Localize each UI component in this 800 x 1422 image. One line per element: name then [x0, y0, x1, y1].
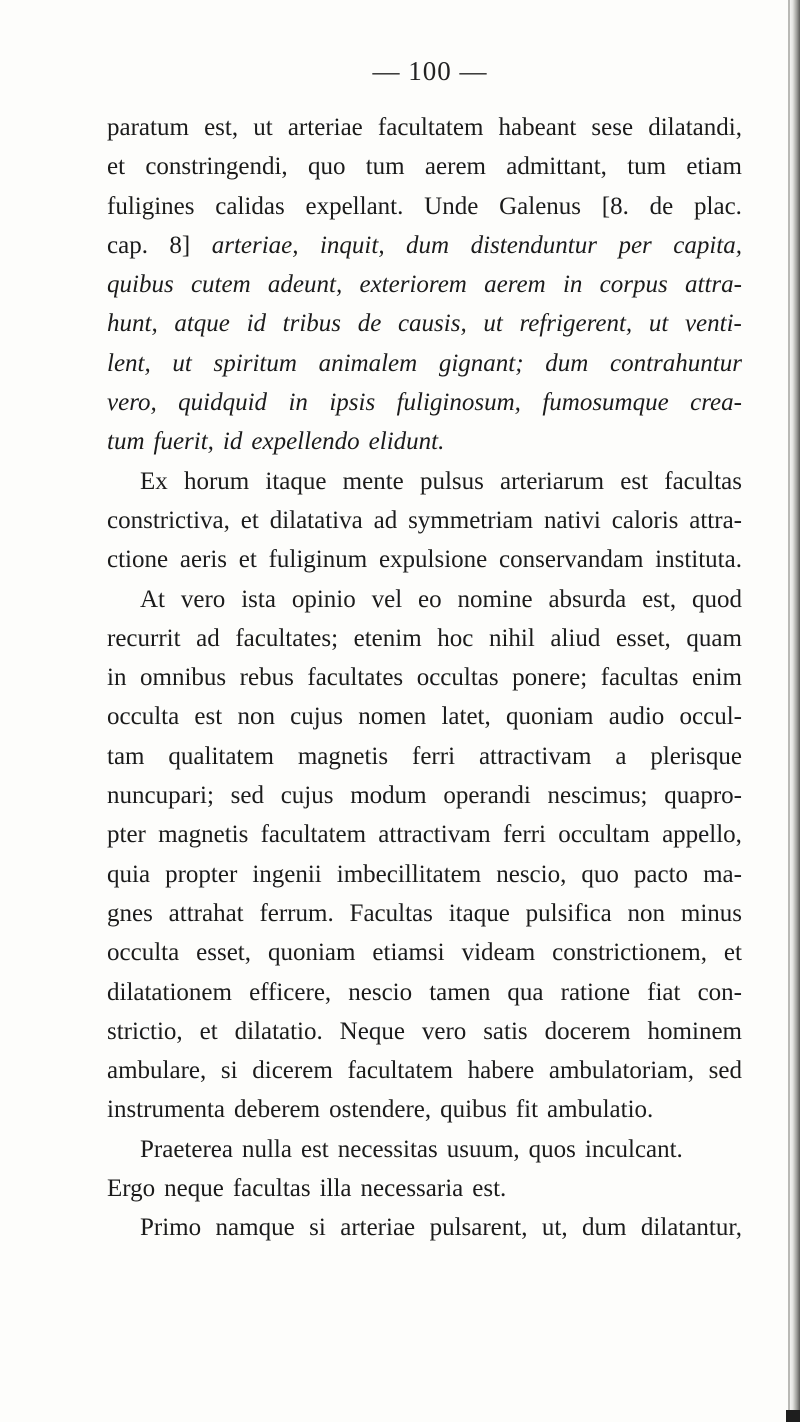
word: exteriorem	[359, 271, 467, 299]
word: dilatatio.	[234, 1017, 323, 1045]
word: nuncupari;	[107, 782, 214, 810]
word: venti-	[684, 310, 742, 338]
word: cap.	[107, 231, 148, 259]
word: pulsifica	[525, 899, 612, 927]
word: ut	[172, 349, 192, 377]
word: ut	[253, 114, 273, 141]
word: quod	[692, 585, 742, 613]
word: hoc	[437, 624, 474, 652]
word: fuliginum	[268, 546, 368, 574]
word: recurrit	[107, 624, 181, 652]
word: neque	[164, 1175, 224, 1203]
word: quo	[307, 153, 346, 181]
word: mente	[342, 467, 404, 495]
word: occul-	[679, 703, 742, 731]
word: ambulare,	[107, 1057, 207, 1085]
word: est,	[642, 585, 677, 613]
word: dilatativa	[269, 506, 363, 534]
word: spiritum	[213, 349, 297, 377]
word: qua	[507, 978, 544, 1006]
text-line	[107, 658, 742, 697]
word: quibus	[107, 271, 174, 299]
word: tum	[365, 153, 405, 181]
word: minus	[680, 899, 742, 927]
word: dum	[406, 231, 450, 259]
word: ambulatoriam,	[548, 1057, 694, 1085]
word: docerem	[544, 1017, 631, 1045]
word: eo	[418, 585, 442, 613]
word: tribus	[282, 310, 342, 338]
word: ponere;	[512, 664, 588, 692]
word: horum	[183, 467, 250, 495]
text-line	[107, 462, 742, 501]
word: latet,	[441, 703, 491, 731]
word: tam	[107, 742, 145, 770]
word: facultates	[307, 664, 404, 692]
word: occulta	[107, 939, 180, 967]
word: opinio	[291, 585, 356, 613]
word: quoniam	[505, 703, 594, 731]
text-line	[107, 1051, 742, 1090]
text-line	[107, 304, 742, 343]
word: et	[238, 546, 257, 574]
word: vero,	[107, 389, 157, 417]
text-line	[107, 265, 742, 304]
word: calidas	[215, 192, 285, 220]
word: pulsarent,	[429, 1214, 528, 1242]
word: necessaria	[360, 1175, 464, 1203]
word: a	[615, 742, 627, 770]
word: arteriarum	[500, 467, 605, 495]
text-line	[107, 1169, 742, 1208]
word: esset,	[615, 624, 671, 652]
word: corpus	[599, 271, 668, 299]
word: attra-	[685, 271, 742, 299]
word: aeris	[179, 546, 228, 574]
word: est	[194, 703, 223, 731]
word: occultas	[416, 664, 499, 692]
text-body	[107, 108, 742, 1248]
text-line	[107, 894, 742, 933]
word: ista	[241, 585, 276, 613]
word: fiat	[647, 978, 681, 1006]
word: facultas	[600, 664, 679, 692]
word: sese	[591, 114, 634, 141]
word: dilatantur,	[640, 1214, 742, 1242]
word: satis	[483, 1017, 528, 1045]
word: quapro-	[664, 782, 742, 810]
word: est.	[472, 1175, 507, 1203]
word: Praeterea	[140, 1135, 233, 1163]
word: enim	[691, 664, 742, 692]
word: fuerit,	[153, 428, 214, 456]
word: caloris	[611, 506, 679, 534]
text-line	[107, 933, 742, 972]
word: rebus	[239, 664, 294, 692]
word: ma-	[703, 860, 742, 888]
word: ad	[373, 506, 398, 534]
word: est	[300, 1135, 329, 1163]
word: de	[649, 192, 674, 220]
word: dilatationem	[107, 978, 232, 1006]
word: instrumenta	[107, 1096, 226, 1124]
word: constringendi,	[145, 153, 288, 181]
word: Neque	[339, 1017, 405, 1045]
word: attra-	[689, 506, 742, 534]
word: namque	[215, 1214, 295, 1242]
word: quoniam	[267, 939, 356, 967]
word: qualitatem	[168, 742, 274, 770]
word: hunt,	[107, 310, 158, 338]
word: distenduntur	[470, 231, 597, 259]
text-line	[107, 147, 742, 186]
word: instituta.	[655, 546, 742, 574]
word: ostendere,	[329, 1096, 432, 1124]
word: habere	[467, 1057, 535, 1085]
word: itaque	[265, 467, 327, 495]
word: operandi	[443, 782, 531, 810]
word: facultas	[232, 1175, 311, 1203]
word: vero	[421, 1017, 467, 1045]
word: cutem	[190, 271, 251, 299]
text-line	[107, 422, 742, 461]
word: expellant.	[305, 192, 404, 220]
word: propter	[165, 860, 238, 888]
word: vero	[180, 585, 226, 613]
word: ferri	[502, 821, 546, 849]
word: omnibus	[140, 664, 227, 692]
word: sed	[708, 1057, 742, 1085]
word: quam	[686, 624, 742, 652]
word: et	[723, 939, 742, 967]
word: Unde	[424, 192, 479, 220]
word: facultatem	[347, 1057, 453, 1085]
word: arteriae,	[211, 231, 299, 259]
word: dum	[582, 1214, 627, 1242]
word: atque	[174, 310, 230, 338]
word: constrictionem,	[552, 939, 707, 967]
word: nescimus;	[547, 782, 648, 810]
word: nescio,	[496, 860, 567, 888]
word: gignant;	[438, 349, 524, 377]
word: in	[288, 389, 308, 417]
word: deberem	[234, 1096, 321, 1124]
text-line	[107, 540, 742, 579]
word: ut	[648, 310, 669, 338]
word: ipsis	[329, 389, 376, 417]
word: Ergo	[107, 1175, 156, 1203]
word: etiam	[686, 153, 742, 181]
word: fumosumque	[542, 389, 669, 417]
word: pter	[107, 821, 146, 849]
text-line	[107, 697, 742, 736]
word: necessitas	[337, 1135, 438, 1163]
word: aerem	[424, 153, 486, 181]
word: audio	[608, 703, 665, 731]
text-line	[107, 973, 742, 1012]
word: quidquid	[178, 389, 268, 417]
word: id	[222, 428, 243, 456]
word: Galenus	[499, 192, 582, 220]
word: magnetis	[297, 742, 389, 770]
word: non	[237, 703, 275, 731]
word: admittant,	[506, 153, 607, 181]
word: si	[220, 1057, 238, 1085]
word: quia	[107, 860, 151, 888]
word: plerisque	[650, 742, 742, 770]
word: facultatem	[377, 114, 484, 141]
word: tamen	[429, 978, 491, 1006]
page-edge-line	[788, 0, 790, 1422]
word: aliud	[550, 624, 601, 652]
text-line	[107, 580, 742, 619]
word: At	[140, 585, 165, 613]
word: expulsione	[378, 546, 488, 574]
text-line	[107, 501, 742, 540]
word: pulsus	[419, 467, 484, 495]
word: fit	[515, 1096, 539, 1124]
word: ctione	[107, 546, 169, 574]
word: hominem	[647, 1017, 742, 1045]
word: magnetis	[158, 821, 249, 849]
word: et	[240, 506, 259, 534]
word: quos	[528, 1135, 576, 1163]
word: tum	[627, 153, 667, 181]
word: Ex	[140, 467, 168, 495]
page-number: — 100 —	[372, 56, 488, 86]
word: cujus	[280, 782, 334, 810]
word: ferri	[412, 742, 456, 770]
text-line	[107, 776, 742, 815]
word: aerem	[484, 271, 546, 299]
text-line	[107, 855, 742, 894]
word: inculcant.	[584, 1135, 683, 1163]
word: in	[107, 664, 127, 692]
word: est,	[204, 114, 239, 141]
word: nihil	[488, 624, 535, 652]
word: dilatandi,	[648, 114, 742, 141]
word: con-	[697, 978, 742, 1006]
word: ut	[483, 310, 503, 338]
word: inquit,	[319, 231, 385, 259]
word: quo	[581, 860, 619, 888]
word: facultas	[664, 467, 742, 495]
word: etenim	[353, 624, 422, 652]
word: paratum	[107, 114, 189, 141]
word: [8.	[601, 192, 629, 220]
word: quibus	[440, 1096, 507, 1124]
word: et	[199, 1017, 218, 1045]
word: et	[107, 153, 126, 181]
word: elidunt.	[368, 428, 445, 456]
word: nulla	[241, 1135, 292, 1163]
word: fuliginosum,	[396, 389, 521, 417]
word: modum	[350, 782, 427, 810]
word: habeant	[498, 114, 577, 141]
word: etiamsi	[372, 939, 445, 967]
word: nescio	[348, 978, 413, 1006]
word: contrahuntur	[609, 349, 742, 377]
word: dum	[545, 349, 589, 377]
word: imbecillitatem	[336, 860, 482, 888]
word: esset,	[196, 939, 251, 967]
word: itaque	[448, 899, 510, 927]
word: attractivam	[378, 821, 491, 849]
word: ratione	[560, 978, 631, 1006]
word: causis,	[397, 310, 467, 338]
text-line	[107, 619, 742, 658]
word: occultam	[558, 821, 650, 849]
word: 8]	[169, 231, 191, 259]
corner-mark	[786, 1410, 800, 1422]
word: in	[562, 271, 583, 299]
text-line	[107, 1090, 742, 1129]
text-line	[107, 226, 742, 265]
word: conservandam	[499, 546, 644, 574]
word: ad	[196, 624, 220, 652]
text-line	[107, 344, 742, 383]
word: appello,	[662, 821, 742, 849]
word: de	[357, 310, 382, 338]
word: capita,	[673, 231, 742, 259]
word: dicerem	[252, 1057, 333, 1085]
word: ferrum.	[259, 899, 334, 927]
word: nomen	[358, 703, 427, 731]
word: occulta	[107, 703, 180, 731]
word: constrictiva,	[107, 506, 230, 534]
word: fuligines	[107, 192, 195, 220]
word: tum	[107, 428, 145, 456]
word: strictio,	[107, 1017, 183, 1045]
word: expellendo	[251, 428, 360, 456]
word: lent,	[107, 349, 151, 377]
text-line	[107, 737, 742, 776]
word: animalem	[318, 349, 418, 377]
word: cujus	[290, 703, 343, 731]
word: nativi	[543, 506, 601, 534]
text-line	[107, 108, 742, 147]
word: pacto	[633, 860, 689, 888]
word: attractivam	[478, 742, 592, 770]
word: id	[246, 310, 267, 338]
word: Facultas	[349, 899, 433, 927]
word: refrigerent,	[519, 310, 633, 338]
word: attrahat	[168, 899, 244, 927]
word: absurda	[548, 585, 627, 613]
word: arteriae	[287, 114, 363, 141]
word: arteriae	[340, 1214, 416, 1242]
word: ambulatio.	[547, 1096, 654, 1124]
word: videam	[461, 939, 536, 967]
word: plac.	[694, 192, 742, 220]
word: efficere,	[249, 978, 332, 1006]
text-line	[107, 187, 742, 226]
word: sed	[230, 782, 264, 810]
text-line	[107, 815, 742, 854]
word: facultates;	[235, 624, 339, 652]
text-line	[107, 383, 742, 422]
word: illa	[319, 1175, 352, 1203]
word: vel	[371, 585, 403, 613]
word: non	[627, 899, 666, 927]
word: crea-	[690, 389, 742, 417]
word: ingenii	[252, 860, 322, 888]
word: ut,	[541, 1214, 568, 1242]
word: usuum,	[446, 1135, 520, 1163]
text-line	[107, 1208, 742, 1247]
word: Primo	[140, 1214, 202, 1242]
word: facultatem	[260, 821, 367, 849]
word: si	[309, 1214, 326, 1242]
text-line	[107, 1012, 742, 1051]
word: nomine	[457, 585, 533, 613]
word: adeunt,	[267, 271, 343, 299]
word: gnes	[107, 899, 153, 927]
text-line	[107, 1130, 742, 1169]
word: symmetriam	[408, 506, 534, 534]
word: est	[620, 467, 649, 495]
word: per	[618, 231, 652, 259]
